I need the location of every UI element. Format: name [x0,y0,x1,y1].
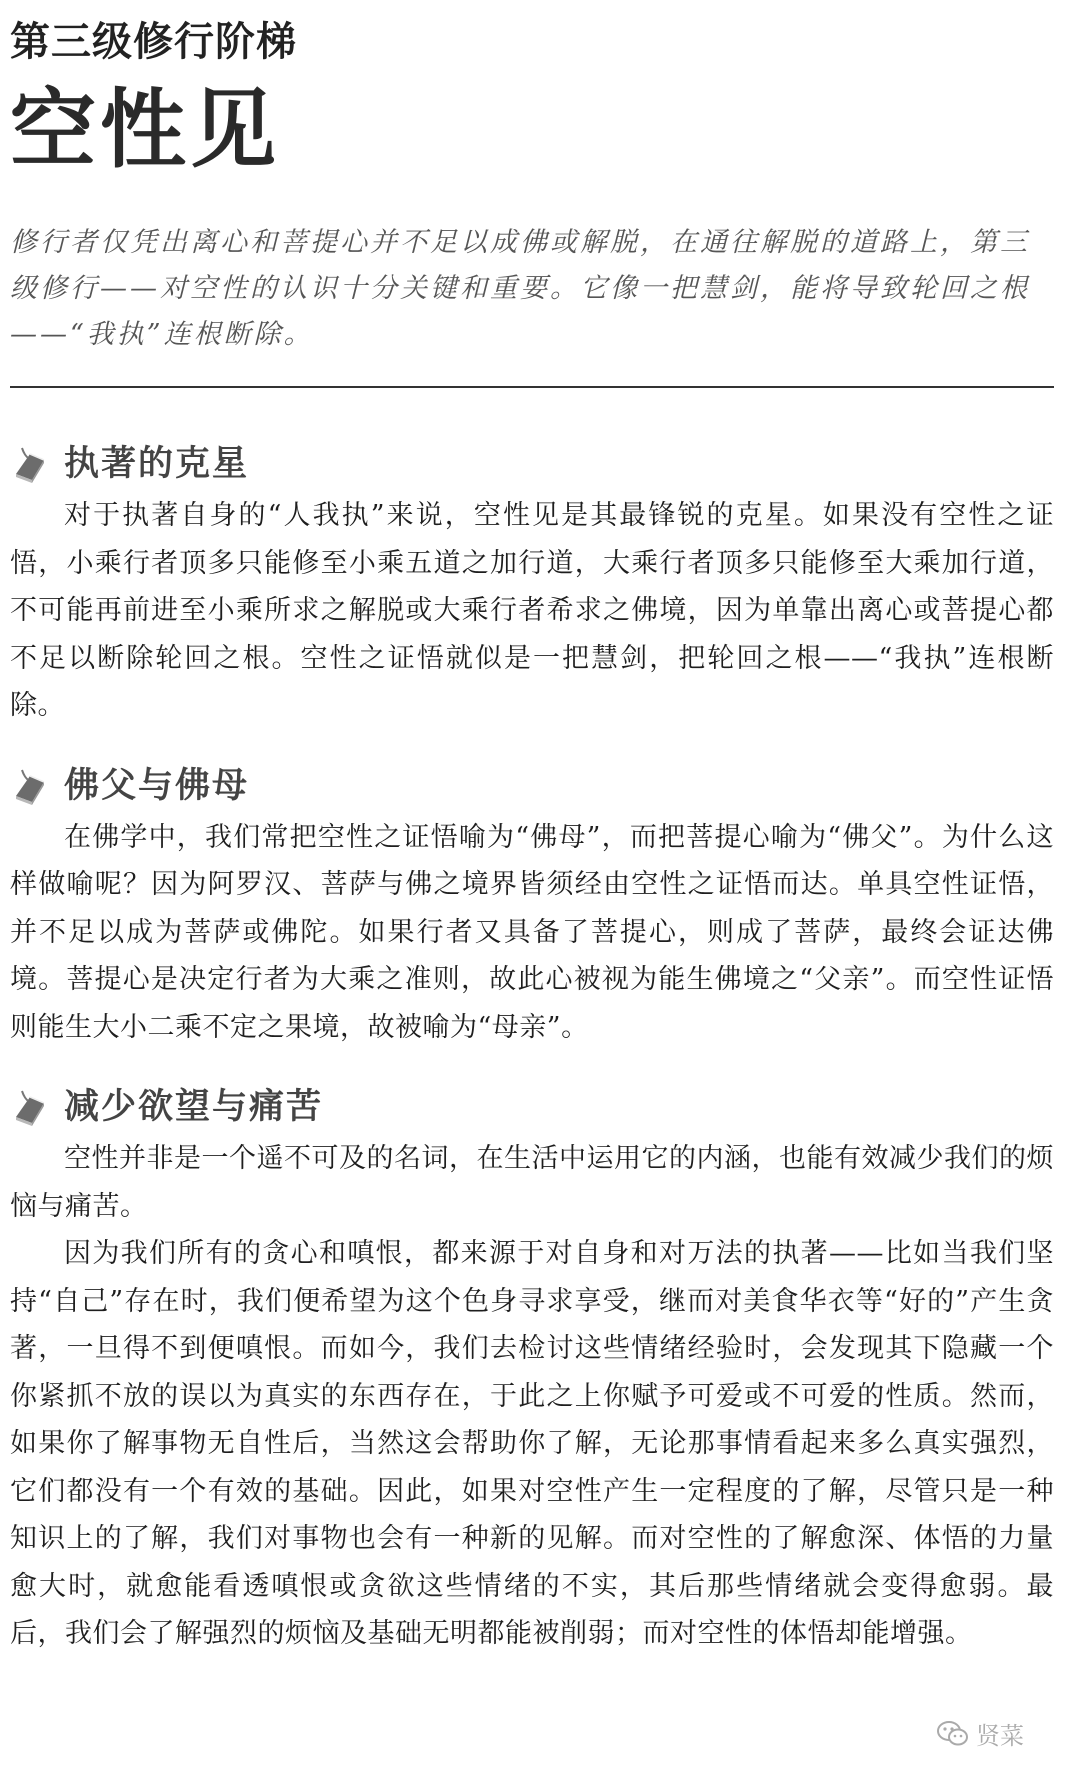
section-title: 佛父与佛母 [64,765,250,806]
book-icon [10,1087,50,1127]
section-title: 减少欲望与痛苦 [64,1087,324,1127]
wechat-icon [936,1720,970,1748]
book-icon [10,444,50,484]
main-title: 空性见 [10,80,280,180]
section [10,758,1054,1052]
watermark [936,1716,1024,1751]
section [10,1079,1054,1658]
section-heading [10,1079,1054,1135]
book-icon [10,766,50,806]
section-title: 执著的克星 [64,444,250,484]
section-heading [10,436,1054,492]
watermark-text: 贤菜 [976,1722,1024,1750]
divider [10,386,1054,388]
section-heading [10,758,1054,814]
section-paragraph: 对于执著自身的“人我执”来说，空性见是其最锋锐的克星。如果没有空性之证悟，小乘行者顶多只能修至小乘五道之加行道，大乘行者顶多只能修至大乘加行道，不可能再前进至小乘所求之解脱或大乘行者希求之佛境，因为单靠出离心或菩提心都不足以断除轮回之根。空性之证悟就似是一把慧剑，把轮回之根——“我执”连根断除。 [10,500,1054,721]
intro-paragraph: 修行者仅凭出离心和菩提心并不足以成佛或解脱，在通往解脱的道路上，第三级修行——对空性的认识十分关键和重要。它像一把慧剑，能将导致轮回之根——“我执”连根断除。 [10,227,1030,350]
section-paragraph: 在佛学中，我们常把空性之证悟喻为“佛母”，而把菩提心喻为“佛父”。为什么这样做喻呢？因为阿罗汉、菩萨与佛之境界皆须经由空性之证悟而达。单具空性证悟，并不足以成为菩萨或佛陀。如果行者又具备了菩提心，则成了菩萨，最终会证达佛境。菩提心是决定行者为大乘之准则，故此心被视为能生佛境之“父亲”。而空性证悟则能生大小二乘不定之果境，故被喻为“母亲”。 [10,821,1054,1043]
section-paragraph: 因为我们所有的贪心和嗔恨，都来源于对自身和对万法的执著——比如当我们坚持“自己”存在时，我们便希望为这个色身寻求享受，继而对美食华衣等“好的”产生贪著，一旦得不到便嗔恨。而如今，我们去检讨这些情绪经验时，会发现其下隐藏一个你紧抓不放的误以为真实的东西存在，于此之上你赋予可爱或不可爱的性质。然而，如果你了解事物无自性后，当然这会帮助你了解，无论那事情看起来多么真实强烈，它们都没有一个有效的基础。因此，如果对空性产生一定程度的了解，尽管只是一种知识上的了解，我们对事物也会有一种新的见解。而对空性的了解愈深、体悟的力量愈大时，就愈能看透嗔恨或贪欲这些情绪的不实，其后那些情绪就会变得愈弱。最后，我们会了解强烈的烦恼及基础无明都能被削弱；而对空性的体悟却能增强。 [10,1238,1054,1649]
section-paragraph: 空性并非是一个遥不可及的名词，在生活中运用它的内涵，也能有效减少我们的烦恼与痛苦。 [10,1143,1054,1222]
section [10,436,1054,730]
level-title: 第三级修行阶梯 [10,19,297,65]
